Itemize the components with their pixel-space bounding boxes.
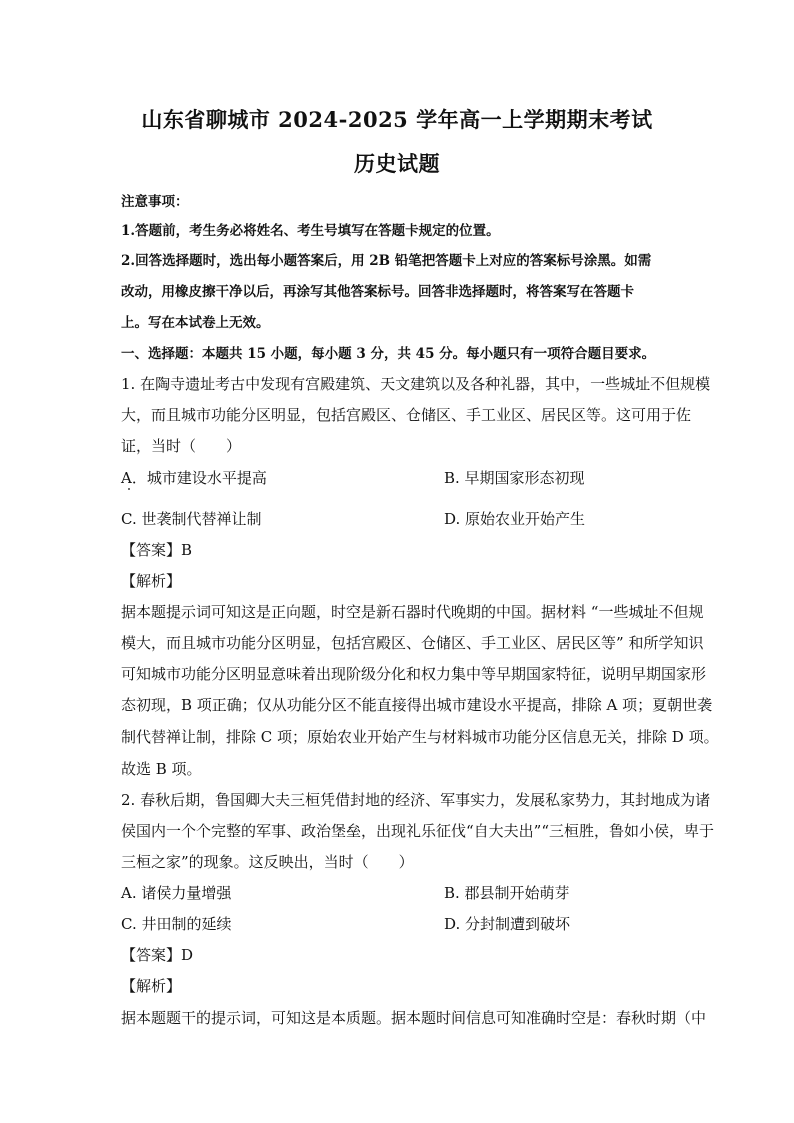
exam-subtitle: 历史试题	[354, 151, 440, 176]
q1-answer: 【答案】B	[121, 541, 193, 559]
exam-title: 山东省聊城市 2024-2025 学年高一上学期期末考试	[141, 107, 653, 132]
q1-analysis-line-6: 故选 B 项。	[121, 760, 202, 778]
q2-option-d: D. 分封制遭到破坏	[444, 915, 571, 933]
q1-analysis-line-1: 据本题提示词可知这是正向题，时空是新石器时代晚期的中国。据材料 “一些城址不但规	[121, 603, 704, 621]
q2-option-b: B. 郡县制开始萌芽	[444, 884, 570, 902]
q2-option-a: A. 诸侯力量增强	[121, 884, 232, 902]
q1-option-a: A．城市建设水平提高	[121, 469, 267, 487]
q1-analysis-label: 【解析】	[121, 572, 182, 590]
q2-stem-line-3: 三桓之家”的现象。这反映出，当时（ ）	[121, 853, 414, 871]
q1-option-b: B. 早期国家形态初现	[444, 469, 585, 487]
q1-stem-line-1: 1. 在陶寺遗址考古中发现有宫殿建筑、天文建筑以及各种礼器，其中，一些城址不但规模	[121, 375, 711, 393]
q1-analysis-line-5: 制代替禅让制，排除 C 项；原始农业开始产生与材料城市功能分区信息无关，排除 D 项。	[121, 728, 719, 746]
q2-stem-line-1: 2. 春秋后期，鲁国卿大夫三桓凭借封地的经济、军事实力，发展私家势力，其封地成为诸	[121, 791, 711, 809]
notice-item-2-line-2: 改动，用橡皮擦干净以后，再涂写其他答案标号。回答非选择题时，将答案写在答题卡	[121, 284, 634, 300]
section-heading: 一、选择题：本题共 15 小题，每小题 3 分，共 45 分。每小题只有一项符合题目要求。	[121, 346, 656, 362]
q1-stem-line-3: 证，当时（ ）	[121, 437, 242, 455]
notice-item-1: 1.答题前，考生务必将姓名、考生号填写在答题卡规定的位置。	[121, 223, 500, 239]
q1-analysis-line-3: 可知城市功能分区明显意味着出现阶级分化和权力集中等早期国家特征，说明早期国家形	[121, 665, 707, 683]
stray-dot-mark	[128, 488, 130, 490]
q2-analysis-label: 【解析】	[121, 977, 182, 995]
q2-stem-line-2: 侯国内一个个完整的军事、政治堡垒，出现礼乐征伐“自大夫出”“三桓胜，鲁如小侯，卑于	[121, 822, 715, 840]
q2-answer: 【答案】D	[121, 946, 194, 964]
notice-item-2-line-1: 2.回答选择题时，选出每小题答案后，用 2B 铅笔把答题卡上对应的答案标号涂黑。如需	[121, 253, 652, 269]
q1-analysis-line-2: 模大，而且城市功能分区明显，包括宫殿区、仓储区、手工业区、居民区等” 和所学知识	[121, 634, 704, 652]
q1-analysis-line-4: 态初现，B 项正确；仅从功能分区不能直接得出城市建设水平提高，排除 A 项；夏朝世袭	[121, 696, 713, 714]
q1-option-d: D. 原始农业开始产生	[444, 510, 586, 528]
q2-analysis-line-1: 据本题题干的提示词，可知这是本质题。据本题时间信息可知准确时空是：春秋时期（中	[121, 1009, 707, 1027]
notice-heading: 注意事项：	[121, 194, 189, 210]
q1-option-c: C. 世袭制代替禅让制	[121, 510, 262, 528]
q2-option-c: C. 井田制的延续	[121, 915, 232, 933]
q1-stem-line-2: 大，而且城市功能分区明显，包括宫殿区、仓储区、手工业区、居民区等。这可用于佐	[121, 406, 692, 424]
notice-item-2-line-3: 上。写在本试卷上无效。	[121, 315, 270, 331]
